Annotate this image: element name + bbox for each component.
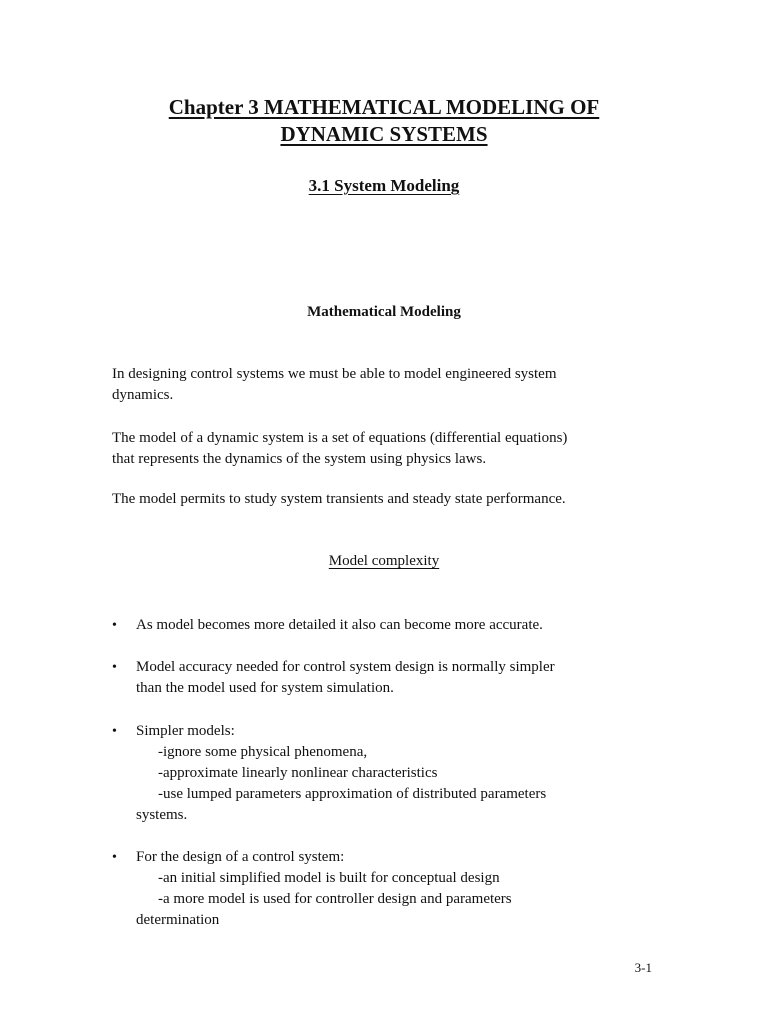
list-item-line: As model becomes more detailed it also can become more accurate. (136, 617, 543, 633)
paragraph-3-line1: The model permits to study system transients and steady state performance. (112, 491, 566, 507)
list-item-tail: systems. (136, 807, 188, 823)
list-subitem: -approximate linearly nonlinear characteristics (158, 765, 438, 781)
list-subitem: -use lumped parameters approximation of distributed parameters (158, 786, 547, 802)
list-item-tail: determination (136, 912, 220, 928)
chapter-title-line2: DYNAMIC SYSTEMS (280, 122, 488, 146)
chapter-title (0, 94, 768, 148)
list-subitem: -a more model is used for controller design and parameters (158, 891, 512, 907)
list-subitem: -ignore some physical phenomena, (158, 744, 368, 760)
bullet-icon: • (112, 618, 117, 633)
subheading: Mathematical Modeling (307, 304, 461, 320)
paragraph-2-line2: that represents the dynamics of the system using physics laws. (112, 451, 487, 467)
paragraph-1-line1: In designing control systems we must be able to model engineered system (112, 366, 557, 382)
list-item (112, 847, 652, 931)
list-item (112, 657, 652, 699)
list-item-line: Simpler models: (136, 723, 235, 739)
complexity-heading: Model complexity (328, 553, 440, 569)
list-item-line: Model accuracy needed for control system design is normally simpler (136, 659, 555, 675)
page-number: 3-1 (634, 960, 652, 975)
list-item-line: than the model used for system simulation. (136, 680, 394, 696)
list-item-line: For the design of a control system: (136, 849, 345, 865)
paragraph-1-line2: dynamics. (112, 387, 174, 403)
paragraph-2 (112, 428, 652, 470)
list-item (112, 615, 652, 636)
paragraph-3 (112, 489, 652, 510)
chapter-title-line1: Chapter 3 MATHEMATICAL MODELING OF (168, 95, 600, 119)
bullet-icon: • (112, 850, 117, 865)
bullet-icon: • (112, 724, 117, 739)
list-subitem: -an initial simplified model is built for conceptual design (158, 870, 500, 886)
list-item (112, 721, 652, 826)
paragraph-1 (112, 364, 652, 406)
section-title: 3.1 System Modeling (308, 176, 460, 195)
bullet-icon: • (112, 660, 117, 675)
paragraph-2-line1: The model of a dynamic system is a set of equations (differential equations) (112, 430, 568, 446)
